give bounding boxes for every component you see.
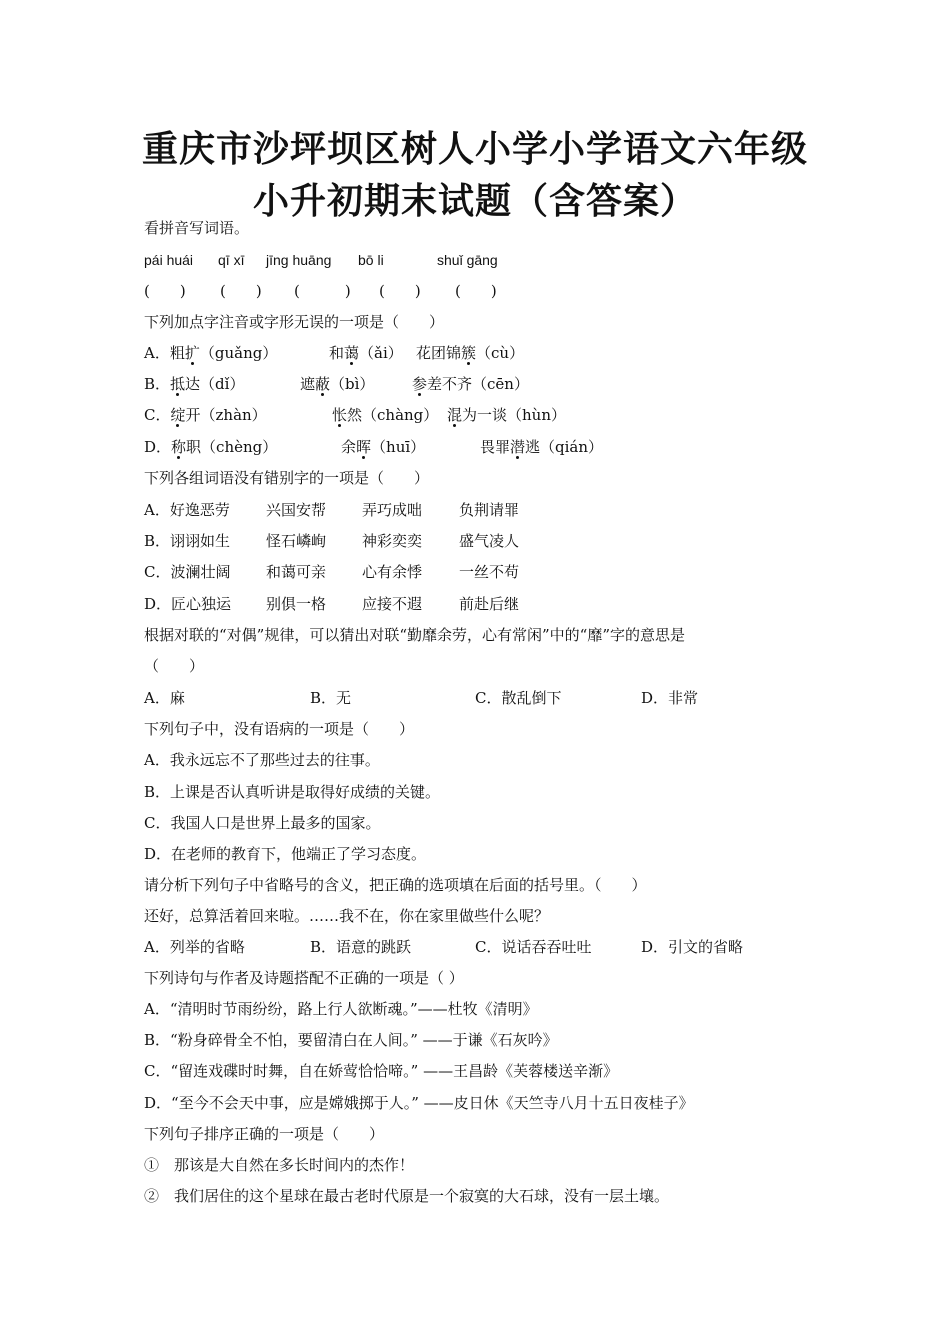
answer-blank-2[interactable]: ( ) (220, 282, 262, 300)
q6-stem: 请分析下列句子中省略号的含义，把正确的选项填在后面的括号里。（ ） (144, 876, 647, 894)
q4-option-a[interactable]: A．麻 (144, 689, 185, 707)
q4-stem-bracket: （ ） (144, 657, 205, 675)
q7-option-b[interactable]: B．“粉身碎骨全不怕，要留清白在人间。” ——于谦《石灰吟》 (144, 1031, 558, 1049)
q5-option-d[interactable]: D．在老师的教育下，他端正了学习态度。 (144, 845, 427, 863)
answer-blank-5[interactable]: ( ) (455, 282, 497, 300)
page-title-line2: 小升初期末试题（含答案） (252, 180, 697, 222)
q8-item-2: ② 我们居住的这个星球在最古老时代原是一个寂寞的大石球，没有一层土壤。 (144, 1187, 670, 1205)
q2-stem: 下列加点字注音或字形无误的一项是（ ） (144, 313, 445, 331)
answer-blank-4[interactable]: ( ) (379, 282, 421, 300)
q5-option-c[interactable]: C．我国人口是世界上最多的国家。 (144, 814, 381, 832)
q4-option-d[interactable]: D．非常 (641, 689, 699, 707)
q3-stem: 下列各组词语没有错别字的一项是（ ） (144, 469, 430, 487)
q4-option-c[interactable]: C．散乱倒下 (475, 689, 562, 707)
q8-stem: 下列句子排序正确的一项是（ ） (144, 1125, 385, 1143)
answer-blank-1[interactable]: ( ) (144, 282, 186, 300)
q7-option-a[interactable]: A．“清明时节雨纷纷，路上行人欲断魂。”——杜牧《清明》 (144, 1000, 538, 1018)
q6-option-a[interactable]: A．列举的省略 (144, 938, 245, 956)
q6-option-d[interactable]: D．引文的省略 (641, 938, 744, 956)
q4-option-b[interactable]: B．无 (310, 689, 352, 707)
q5-stem: 下列句子中，没有语病的一项是（ ） (144, 720, 415, 738)
pinyin-2: qī xī (218, 252, 245, 268)
pinyin-3: jīng huāng (266, 252, 332, 268)
pinyin-5: shuǐ gāng (437, 252, 498, 268)
q5-option-b[interactable]: B．上课是否认真听讲是取得好成绩的关键。 (144, 783, 441, 801)
q1-stem: 看拼音写词语。 (144, 219, 250, 237)
q4-stem: 根据对联的“对偶”规律，可以猜出对联“勤靡余劳，心有常闲”中的“靡”字的意思是 (144, 626, 686, 644)
q6-option-c[interactable]: C．说话吞吞吐吐 (475, 938, 592, 956)
q7-stem: 下列诗句与作者及诗题搭配不正确的一项是（ ） (144, 969, 464, 987)
pinyin-1: pái huái (144, 252, 194, 268)
q7-option-d[interactable]: D．“至今不会天中事，应是嫦娥掷于人。” ——皮日休《天竺寺八月十五日夜桂子》 (144, 1094, 694, 1112)
q5-option-a[interactable]: A．我永远忘不了那些过去的往事。 (144, 751, 380, 769)
answer-blank-3[interactable]: ( ) (294, 282, 351, 300)
page-title-line1: 重庆市沙坪坝区树人小学小学语文六年级 (141, 128, 808, 170)
q6-option-b[interactable]: B．语意的跳跃 (310, 938, 412, 956)
q7-option-c[interactable]: C．“留连戏碟时时舞，自在娇莺恰恰啼。” ——王昌龄《芙蓉楼送辛渐》 (144, 1062, 619, 1080)
pinyin-4: bō li (358, 252, 384, 268)
q8-item-1: ① 那该是大自然在多长时间内的杰作！ (144, 1156, 415, 1174)
q6-sentence: 还好，总算活着回来啦。……我不在，你在家里做些什么呢？ (144, 907, 550, 925)
exam-page: 重庆市沙坪坝区树人小学小学语文六年级 小升初期末试题（含答案） 看拼音写词语。 pái huái qī xī jīng huāng bō li shuǐ gāng ( ) ( ) ( ) ( ) ( ) 下列加点字注音或字形无误的一项是（ ） A．粗扩（guǎng） 和蔼（ǎi） 花团锦簇（cù） B．抵达（dǐ） 遮蔽（bì） 参差不齐（cēn） C．绽开（zhàn） 怅然（chàng） 混为一谈（hùn） D．称职（chèng） 余晖（huī） 畏罪潜逃（qián） 下列各组词语没有错别字的一项是（ ） A．好逸恶劳 兴国安帮 弄巧成咄 负荆请罪 B．诩诩如生 怪石嶙峋 神彩奕奕 盛气凌人 C．波澜壮阔 和蔼可亲 心有余悸 一丝不苟 D．匠心独运 别俱一格 应接不遐 前赴后继 根据对联的“对偶”规律，可以猜出对联“勤靡余劳，心有常闲”中的“靡”字的意思是 （ ） A．麻 B．无 C．散乱倒下 D．非常 下列句子中，没有语病的一项是（ ） A．我永远忘不了那些过去的往事。 B．上课是否认真听讲是取得好成绩的关键。 C．我国人口是世界上最多的国家。 D．在老师的教育下，他端正了学习态度。 请分析下列句子中省略号的含义，把正确的选项填在后面的括号里。（ ） 还好，总算活着回来啦。……我不在，你在家里做些什么呢？ A．列举的省略 B．语意的跳跃 C．说话吞吞吐吐 D．引文的省略 下列诗句与作者及诗题搭配不正确的一项是（ ） A．“清明时节雨纷纷，路上行人欲断魂。”——杜牧《清明》 B．“粉身碎骨全不怕，要留清白在人间。” ——于谦《石灰吟》 C．“留连戏碟时时舞，自在娇莺恰恰啼。” ——王昌龄《芙蓉楼送辛渐》 D．“至今不会天中事，应是嫦娥掷于人。” ——皮日休《天竺寺八月十五日夜桂子》 下列句子排序正确的一项是（ ） ① 那该是大自然在多长时间内的杰作！ ② 我们居住的这个星球在最古老时代原是一个寂寞的大石球，没有一层土壤。 (0, 0, 950, 1344)
